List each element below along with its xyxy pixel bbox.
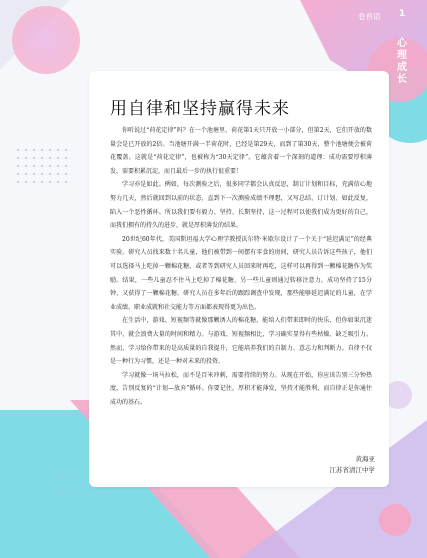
page-number: 1 <box>399 9 406 19</box>
paragraph: 学习就像一场马拉松，而不是百米冲刺，需要持续的努力。从现在开始，你应该告别三分钟热度，告别反复的“计划—放弃”循环。你要记住，厚积才能薄发，坚持才能胜利，而自律正是你通往成功的基石。 <box>110 371 372 406</box>
section-label: 卷首语 <box>358 12 381 21</box>
paragraph: 在生活中，游戏、短视频等就像那颗诱人的棉花糖，能给人们带来即时的快乐，但你如果沉迷其中，就会浪费大量的时间和精力。与游戏、短视频相比，学习确实显得有些枯燥、缺乏吸引力。然而，学习给你带来的是高质量的自我提升，它能培养我们的自制力、意志力和判断力。自律不仅是一种行为习惯，还是一种对未来的投资。 <box>110 317 372 366</box>
author-school: 江苏省清江中学 <box>329 466 375 474</box>
paragraph: 学习亦是如此。例如，每次测验之后，很多同学都会认真反思，制订计划和目标，充满信心地努力几天，然后就回到以前的状态，直到下一次测验成绩不理想，又写总结、订计划、如此反复，陷入一个恶性循环。所以我们要有毅力、坚持、长期坚持，这一过程可以使我们成为更好的自己，而我们拥有的持久的进步，就是厚积薄发的结果。 <box>110 181 372 230</box>
paragraph: 20世纪60年代，美国斯坦福大学心理学教授沃尔特·米歇尔设计了一个关于“延迟满足”的经典实验。研究人员找来数十名儿童，他们被带到一间摆有零食的房间，研究人员告诉这些孩子，他们可以选择马上吃掉一颗棉花糖，或者等到研究人员回来时再吃，这样可以再得到一颗棉花糖作为奖励。结果，一些儿童忍不住马上吃掉了棉花糖，另一些儿童则通过转移注意力，成功坚持了15分钟，又获得了一颗棉花糖。研究人员在多年后的跟踪调查中发现，那些能够延迟满足的儿童，在学业成绩、职业成就和社交能力等方面都表现得更为出色。 <box>110 235 372 311</box>
paragraph: 你听说过“荷花定律”吗？在一个池塘里，荷花第1天只开放一小部分，但第2天，它们开放的数量会是已开放的2倍。当池塘开满一半荷花时，已经是第29天，而到了第30天，整个池塘便会被荷花覆盖。这就是“荷花定律”，也被称为“30天定律”。它蕴含着一个深刻的道理：成功需要厚积薄发，需要积累沉淀，而且最后一步的执行很重要！ <box>110 127 372 175</box>
author-name: 黄海亚 <box>355 455 375 463</box>
article-title: 用自律和坚持赢得未来 <box>110 99 290 119</box>
article-body <box>110 124 372 409</box>
column-title: 心理成长 <box>397 38 407 85</box>
